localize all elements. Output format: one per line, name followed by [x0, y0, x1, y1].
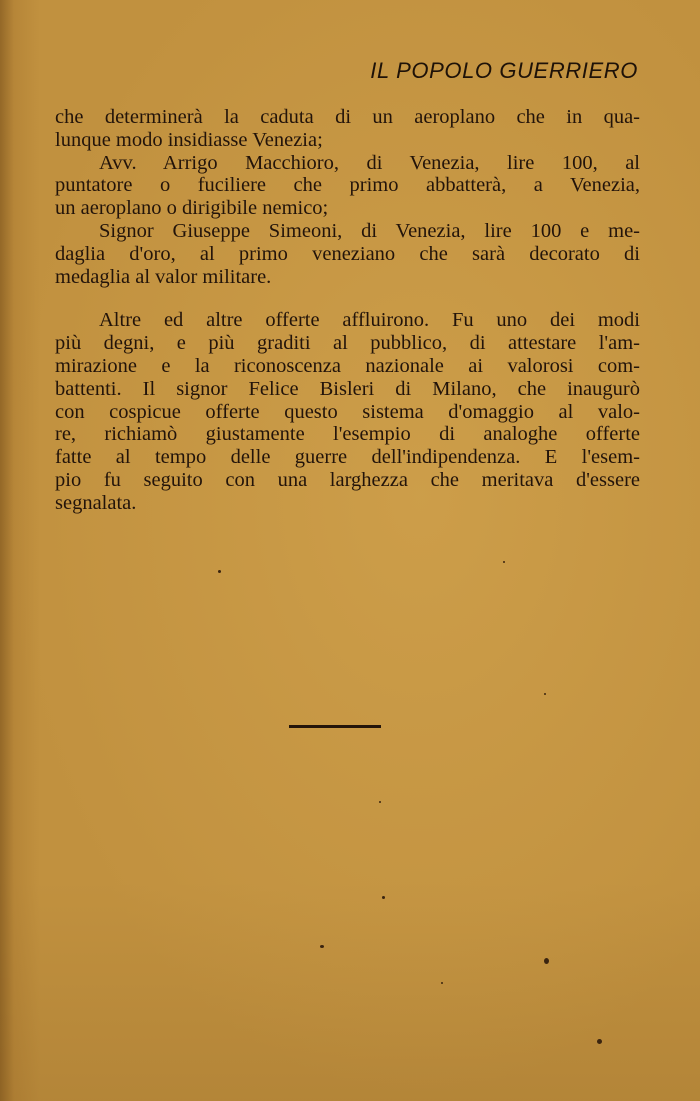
section-end-rule [289, 725, 381, 728]
paragraph [55, 309, 640, 514]
text-line: mirazione e la riconoscenza nazionale ai valorosi com- [55, 354, 640, 377]
paragraph-gap [55, 288, 640, 309]
paper-speck [441, 982, 443, 984]
paper-speck [379, 801, 381, 803]
text-line: Altre ed altre offerte affluirono. Fu uno dei modi [99, 309, 640, 332]
paper-speck [382, 896, 385, 899]
paper-speck [320, 945, 324, 948]
text-line: fatte al tempo delle guerre dell'indipendenza. E l'esem- [55, 446, 640, 469]
text-line: segnalata. [55, 491, 137, 514]
text-line: un aeroplano o dirigibile nemico; [55, 197, 329, 220]
body-text [55, 106, 640, 515]
paper-speck [218, 570, 221, 573]
paragraph [55, 220, 640, 288]
paper-speck [544, 958, 549, 964]
paragraph [55, 152, 640, 220]
text-line: che determinerà la caduta di un aeroplano che in qua- [55, 106, 640, 128]
text-line: battenti. Il signor Felice Bisleri di Milano, che inaugurò [55, 377, 640, 400]
text-line: medaglia al valor militare. [55, 265, 272, 288]
running-head: IL POPOLO GUERRIERO [370, 58, 638, 83]
text-line: puntatore o fuciliere che primo abbatterà, a Venezia, [55, 174, 640, 197]
text-line: con cospicue offerte questo sistema d'omaggio al valo- [55, 400, 640, 423]
text-line: Signor Giuseppe Simeoni, di Venezia, lire 100 e me- [99, 219, 640, 242]
text-line: più degni, e più graditi al pubblico, di attestare l'am- [55, 332, 640, 355]
text-line: daglia d'oro, al primo veneziano che sarà decorato di [55, 242, 640, 265]
text-line: pio fu seguito con una larghezza che meritava d'essere [55, 468, 640, 491]
text-line: lunque modo insidiasse Venezia; [55, 128, 323, 151]
text-line: re, richiamò giustamente l'esempio di analoghe offerte [55, 423, 640, 446]
paragraph [55, 106, 640, 152]
paper-speck [503, 561, 505, 563]
paper-speck [597, 1039, 602, 1044]
paper-speck [544, 693, 546, 695]
text-line: Avv. Arrigo Macchioro, di Venezia, lire 100, al [99, 151, 640, 174]
